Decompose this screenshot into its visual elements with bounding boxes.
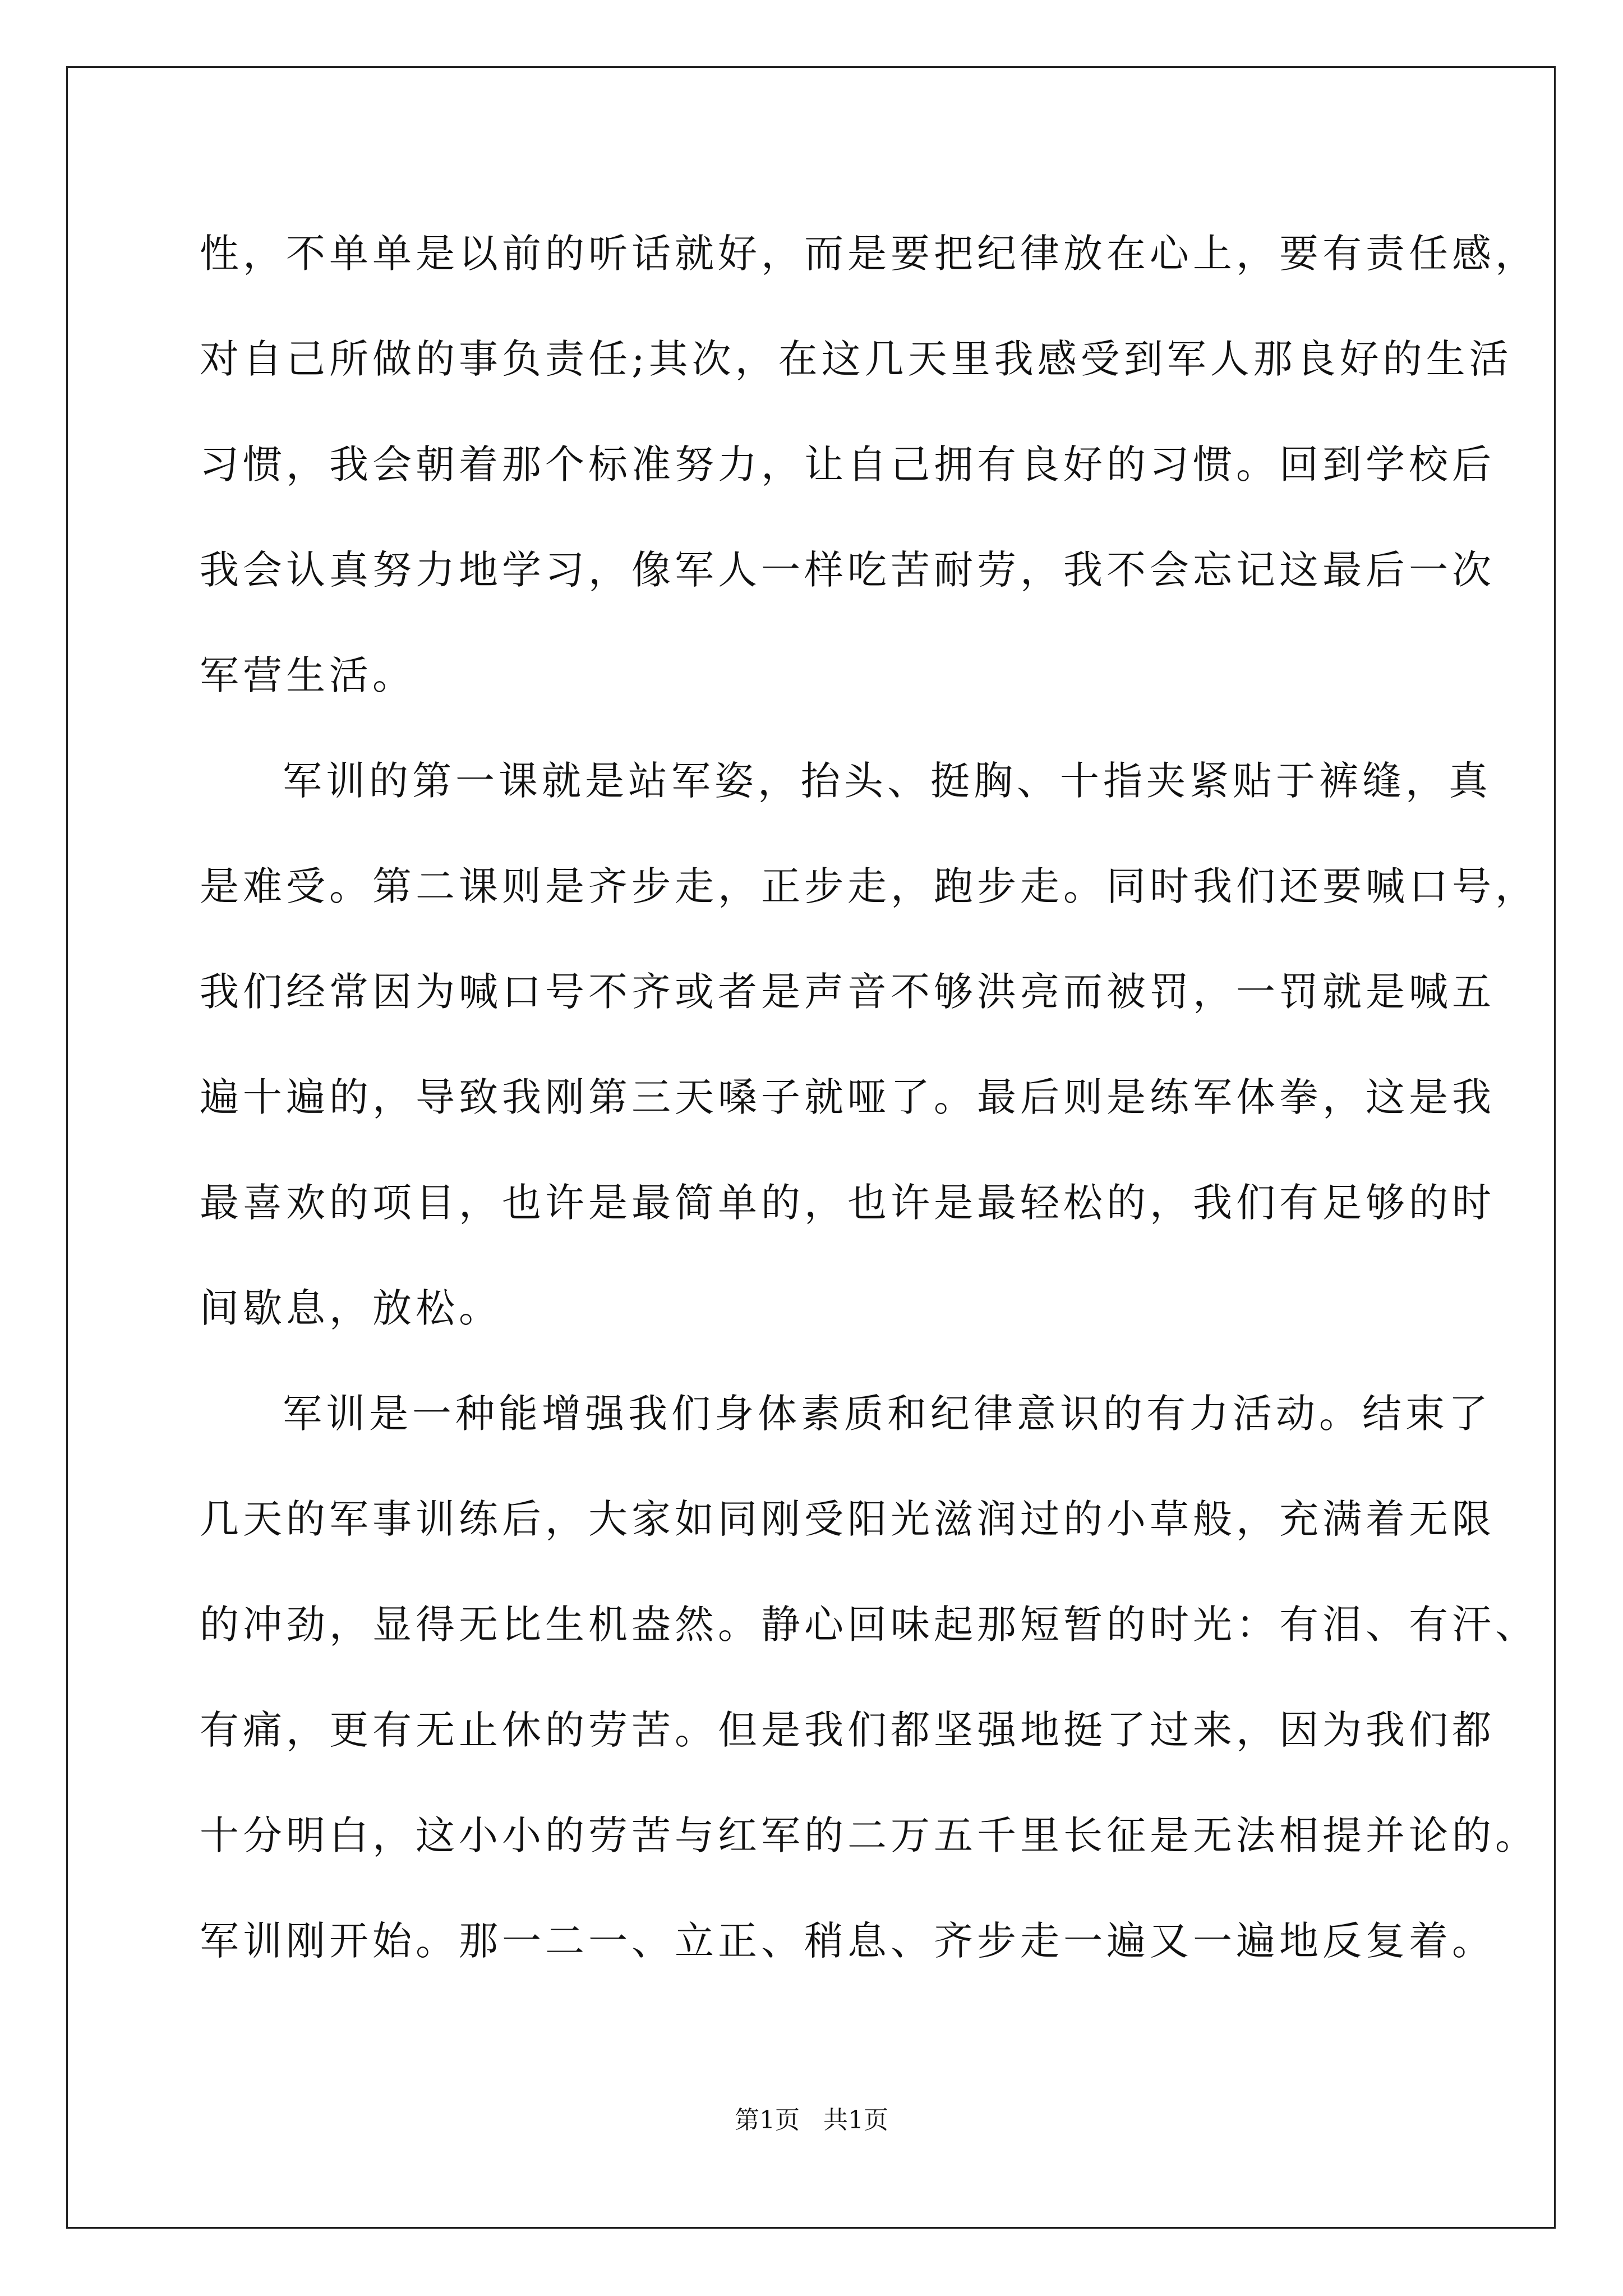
text-line: 性，不单单是以前的听话就好，而是要把纪律放在心上，要有责任感， — [200, 231, 1538, 277]
text-line: 军训刚开始。那一二一、立正、稍息、齐步走一遍又一遍地反复着。 — [200, 1918, 1495, 1964]
paragraph-first-line: 军训是一种能增强我们身体素质和纪律意识的有力活动。结束了 — [283, 1391, 1492, 1437]
text-line: 最喜欢的项目，也许是最简单的，也许是最轻松的，我们有足够的时 — [200, 1180, 1495, 1226]
text-line: 是难受。第二课则是齐步走，正步走，跑步走。同时我们还要喊口号， — [200, 863, 1538, 909]
text-line: 十分明白，这小小的劳苦与红军的二万五千里长征是无法相提并论的。 — [200, 1812, 1538, 1858]
text-line: 对自己所做的事负责任;其次，在这几天里我感受到军人那良好的生活 — [200, 336, 1513, 382]
document-body — [200, 201, 1538, 1994]
text-line: 军营生活。 — [200, 652, 416, 698]
text-line: 我会认真努力地学习，像军人一样吃苦耐劳，我不会忘记这最后一次 — [200, 547, 1495, 593]
page-number-footer: 第1页 共1页 — [735, 2106, 888, 2134]
paragraph-first-line: 军训的第一课就是站军姿，抬头、挺胸、十指夹紧贴于裤缝，真 — [283, 758, 1492, 804]
text-line: 几天的军事训练后，大家如同刚受阳光滋润过的小草般，充满着无限 — [200, 1496, 1495, 1542]
text-line: 的冲劲，显得无比生机盎然。静心回味起那短暂的时光：有泪、有汗、 — [200, 1602, 1538, 1648]
text-line: 习惯，我会朝着那个标准努力，让自己拥有良好的习惯。回到学校后 — [200, 441, 1495, 487]
text-line: 我们经常因为喊口号不齐或者是声音不够洪亮而被罚，一罚就是喊五 — [200, 969, 1495, 1015]
text-line: 遍十遍的，导致我刚第三天嗓子就哑了。最后则是练军体拳，这是我 — [200, 1074, 1495, 1120]
text-line: 间歇息，放松。 — [200, 1285, 502, 1331]
text-line: 有痛，更有无止休的劳苦。但是我们都坚强地挺了过来，因为我们都 — [200, 1707, 1495, 1753]
